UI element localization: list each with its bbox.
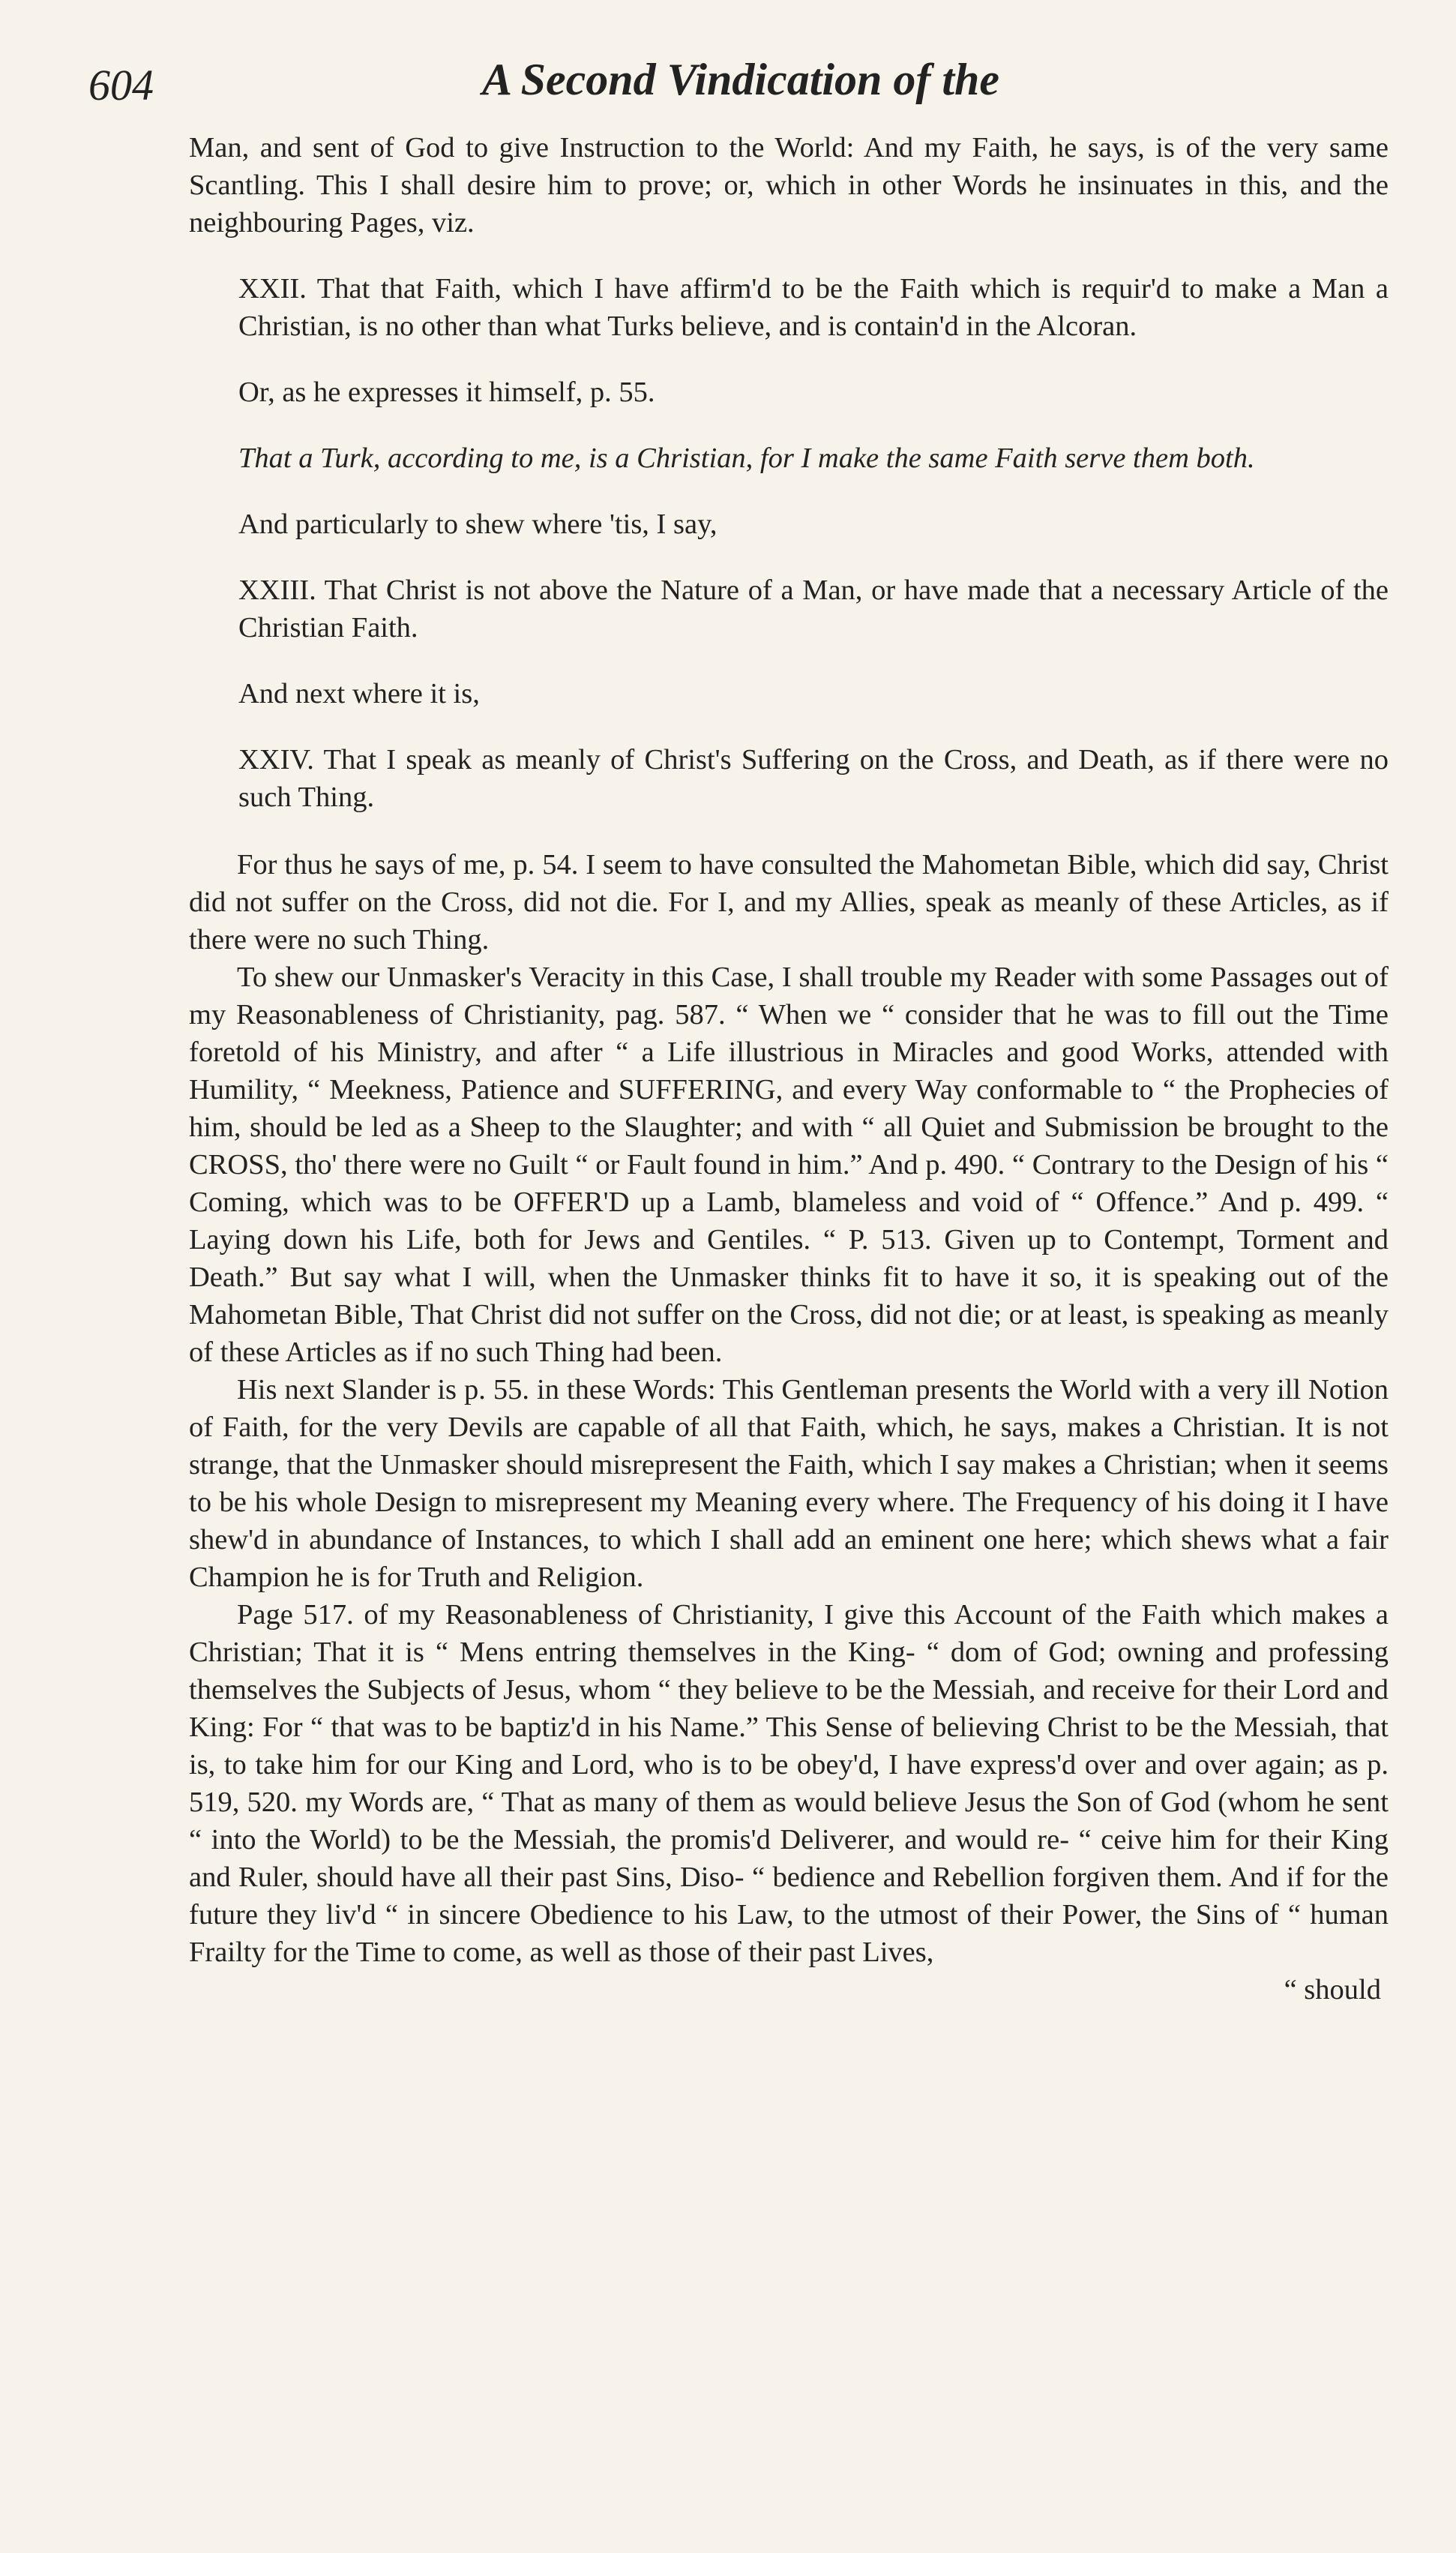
page-number: 604 [88,61,154,110]
catchword: “ should [1284,1974,1381,2006]
paragraph-expresses: Or, as he expresses it himself, p. 55. [238,376,655,408]
paragraph-page-517: Page 517. of my Reasonableness of Christianity, I give this Account of the Faith which makes a Christian; That it is “ Mens entring themselves in the King- “ dom of God; owning and professing themselves the Subjects of Jesus, whom “ they believe to be the Messiah, and receive for their Lord and King: For “ that was to be baptiz'd in his Name.” This Sense of believing Christ to be the Messiah, that is, to take him for our King and Lord, who is to be obey'd, I have express'd over and over again; as p. 519, 520. my Words are, “ That as many of them as would believe Jesus the Son of God (whom he sent “ into the World) to be the Messiah, the promis'd Deliverer, and would re- “ ceive him for their King and Ruler, should have all their past Sins, Diso- “ bedience and Rebellion forgiven them. And if for the future they liv'd “ in sincere Obedience to his Law, to the utmost of their Power, the Sins of “ human Frailty for the Time to come, as well as those of their past Lives, [189,1599,1389,1968]
page-body [189,129,1389,2008]
paragraph-for-thus: For thus he says of me, p. 54. I seem to have consulted the Mahometan Bible, which did say, Christ did not suffer on the Cross, did not die. For I, and my Allies, speak as meanly of these Articles, as if there were no such Thing. [189,849,1389,956]
article-xxiii: XXIII. That Christ is not above the Nature of a Man, or have made that a necessary Article of the Christian Faith. [238,574,1389,644]
quote-turk: That a Turk, according to me, is a Christian, for I make the same Faith serve them both. [238,442,1255,474]
paragraph-veracity: To shew our Unmasker's Veracity in this Case, I shall trouble my Reader with some Passages out of my Reasonableness of Christianity, pag. 587. “ When we “ consider that he was to fill out the Time foretold of his Ministry, and after “ a Life illustrious in Miracles and good Works, attended with Humility, “ Meekness, Patience and SUFFERING, and every Way conformable to “ the Prophecies of him, should be led as a Sheep to the Slaughter; and with “ all Quiet and Submission be brought to the CROSS, tho' there were no Guilt “ or Fault found in him.” And p. 490. “ Contrary to the Design of his “ Coming, which was to be OFFER'D up a Lamb, blameless and void of “ Offence.” And p. 499. “ Laying down his Life, both for Jews and Gentiles. “ P. 513. Given up to Contempt, Torment and Death.” But say what I will, when the Unmasker thinks fit to have it so, it is speaking out of the Mahometan Bible, That Christ did not suffer on the Cross, did not die; or at least, is speaking as meanly of these Articles as if no such Thing had been. [189,962,1389,1368]
article-xxii: XXII. That that Faith, which I have affirm'd to be the Faith which is requir'd to make a Man a Christian, is no other than what Turks believe, and is contain'd in the Alcoran. [238,273,1389,342]
article-xxiv: XXIV. That I speak as meanly of Christ's Suffering on the Cross, and Death, as if there were no such Thing. [238,744,1389,813]
paragraph-continuation: Man, and sent of God to give Instruction to the World: And my Faith, he says, is of the very same Scantling. This I shall desire him to prove; or, which in other Words he insinuates in this, and the neighbouring Pages, viz. [189,132,1389,238]
paragraph-slander: His next Slander is p. 55. in these Words: This Gentleman presents the World with a very ill Notion of Faith, for the very Devils are capable of all that Faith, which, he says, makes a Christian. It is not strange, that the Unmasker should misrepresent the Faith, which I say makes a Christian; when it seems to be his whole Design to misrepresent my Meaning every where. The Frequency of his doing it I have shew'd in abundance of Instances, to which I shall add an eminent one here; which shews what a fair Champion he is for Truth and Religion. [189,1374,1389,1593]
paragraph-next: And next where it is, [238,678,480,710]
paragraph-particularly: And particularly to shew where 'tis, I say, [238,508,718,540]
running-title: A Second Vindication of the [481,55,1000,104]
page-header [88,54,1393,122]
